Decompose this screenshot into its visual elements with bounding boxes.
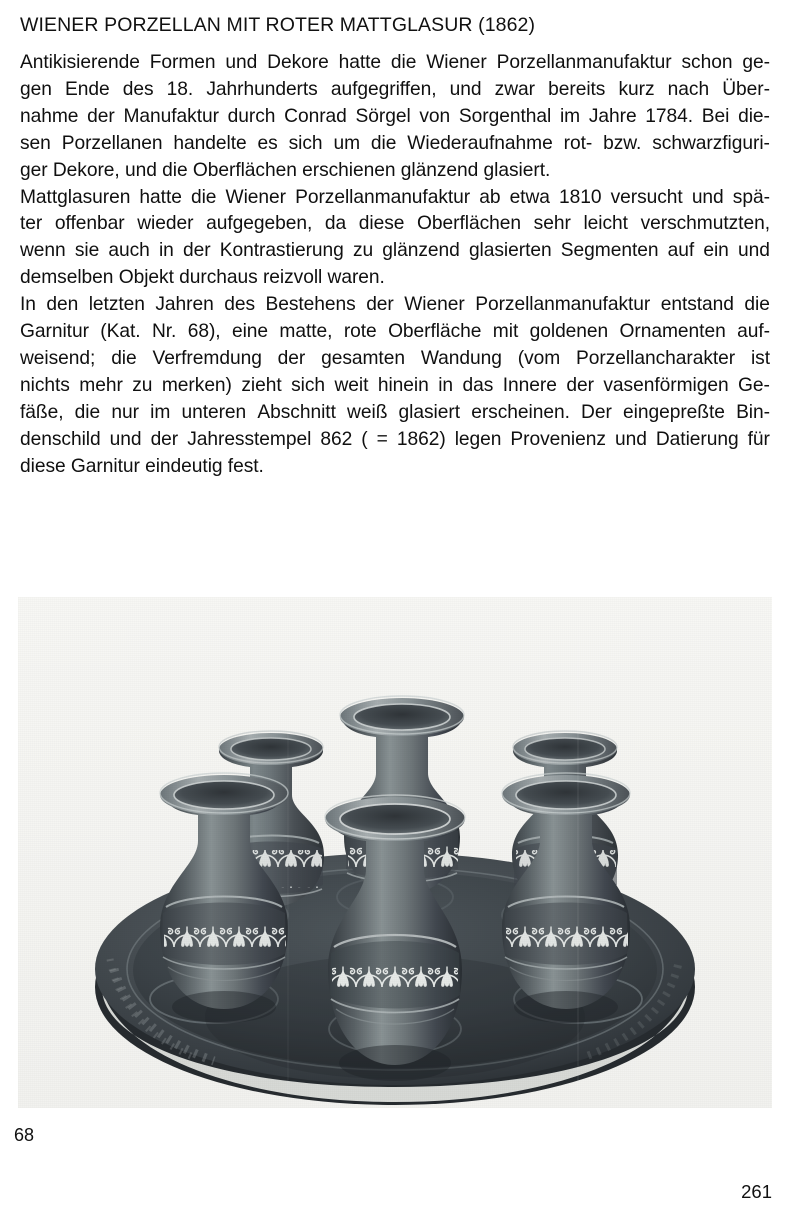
text-line: diese Garnitur eindeutig fest. (20, 455, 264, 477)
text-line: wenn sie auch in der Kontrastierung zu glänzend glasierten Segmenten auf ein und (20, 240, 770, 262)
paragraph-2 (20, 185, 770, 293)
page-title: WIENER PORZELLAN MIT ROTER MATTGLASUR (1862) (20, 14, 536, 36)
paragraph-3 (20, 292, 770, 480)
text-line: In den letzten Jahren des Bestehens der Wiener Porzellanmanufaktur entstand die (20, 294, 770, 316)
figure-number: 68 (14, 1125, 35, 1145)
vase-garniture-illustration (18, 597, 772, 1108)
figure-photograph (18, 597, 772, 1108)
text-line: gen Ende des 18. Jahrhunderts aufgegriffen, und zwar bereits kurz nach Über- (20, 78, 770, 100)
text-line: sen Porzellanen handelte es sich um die Wiederaufnahme rot- bzw. schwarzfiguri- (20, 132, 770, 154)
text-line: Antikisierende Formen und Dekore hatte die Wiener Porzellanmanufaktur schon ge- (20, 52, 770, 73)
body-text (20, 50, 770, 481)
text-line: fäße, die nur im unteren Abschnitt weiß glasiert erscheinen. Der eingepreßte Bin- (20, 401, 770, 423)
text-line: ter offenbar wieder aufgegeben, da diese Oberflächen sehr leicht verschmutzten, (20, 213, 770, 235)
page-folio-number: 261 (741, 1181, 772, 1202)
text-line: nichts mehr zu merken) zieht sich weit hinein in das Innere der vasenförmigen Ge- (20, 374, 770, 396)
text-line: demselben Objekt durchaus reizvoll waren. (20, 267, 385, 289)
text-line: Garnitur (Kat. Nr. 68), eine matte, rote Oberfläche mit goldenen Ornamenten auf- (20, 321, 770, 343)
figure-image (18, 597, 772, 1108)
text-line: nahme der Manufaktur durch Conrad Sörgel von Sorgenthal im Jahre 1784. Bei die- (20, 105, 770, 127)
text-line: ger Dekore, und die Oberflächen erschienen glänzend glasiert. (20, 159, 551, 181)
paragraph-1 (20, 50, 770, 185)
text-line: weisend; die Verfremdung der gesamten Wandung (vom Porzellancharakter ist (20, 347, 770, 369)
vase-front-left (160, 773, 288, 1023)
text-line: denschild und der Jahresstempel 862 ( = 1862) legen Provenienz und Datierung für (20, 428, 770, 450)
text-line: Mattglasuren hatte die Wiener Porzellanmanufaktur ab etwa 1810 versucht und spä- (20, 186, 770, 208)
vase-front-right (502, 773, 630, 1023)
